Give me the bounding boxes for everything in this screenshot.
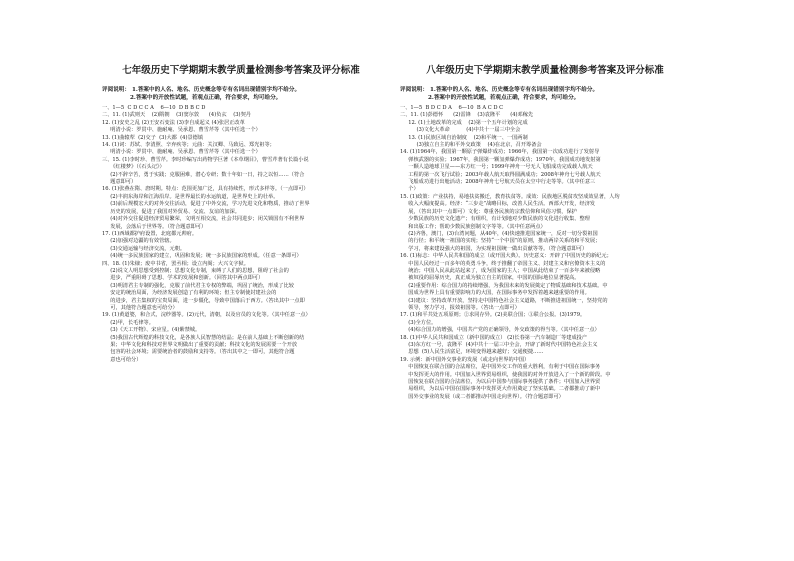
notes-label: 评阅说明： [400,87,428,93]
answer-line: 和出版工作；帮助少数民族创制文字等等。（其中任意两点） [400,223,546,230]
answer-line: 二、11. (1)武则天 (2)隋朝 (3)窦尔敦 (4)负玄 (3)契丹 [102,112,251,119]
answer-line: 历史的发展，促进了我国对外贸易、交流、友谊的加深。 [102,208,240,215]
answer-line: (3)建议：坚持改革开放，坚持走中国特色社会主义道路，不断推进祖国统一，坚持党的 [400,297,608,304]
grade8-title: 八年级历史下学期期末教学质量检测参考答案及评分标准 [426,65,664,76]
answer-line: (3)全方位。 [400,319,437,326]
answer-line: 少数民族的历史文化遗产；有组织，有计划地对少数民族的文化进行收集、整理 [400,216,590,223]
answer-line: 收入大幅度提高。经济：“三步走”战略目标，改善人民生活。西部大开发，经济发 [400,201,596,208]
answer-line: (2)重要作用：综合国力的持续增强，为我国未来的发展奠定了物质基础和技术基础。中 [400,282,608,289]
answer-line: 弹核武器的实验；1967年，我国第一颗氢弹爆炸成功；1970年，我国成功地发射第 [400,156,601,163]
answer-line: 国恢复在联合国的合法席位，为以后中国参与国际事务提供了条件；中国加入世界贸 [400,379,601,386]
answer-line: (3)前后规模宏大的对外交往活动，促进了中外交流，学习先进文化和物质，推动了世界 [102,201,310,208]
answer-line: (2)说文人明思想受到控制；思想文化专制，束缚了人们的思想，阻碍了社会的 [102,267,289,274]
note-1: 1.答案中的人名、地名、历史概念等专有名词出现错别字均不给分。 [429,87,599,93]
answer-line: 易组织，为以后中国在国际事务中发挥更大作用奠定了坚实基础。二者都推动了新中 [400,386,601,393]
grade7-answers [102,105,374,364]
answer-line: 包容的社会环境；需要统治者的鼓励和支持等。（答出其中之一即可，其他符合题 [102,349,295,356]
grade7-review-notes [102,86,374,102]
answer-line: 工程的第一次飞行试验；2003年载人航天取得圆满成功；2008年神舟七号载人航天 [400,171,601,178]
note-2: 2.答案中的开放性试题，若观点正确，符合要求，均可给分。 [130,95,282,101]
answer-line: 的行径；和平统一祖国的实现；坚持“一个中国”的原则，推动两岸关系的和平发展； [400,238,601,245]
answer-line: 中国人民经过一百多年的英勇斗争，终于推翻了帝国主义、封建主义和官僚资本主义的 [400,260,606,267]
answer-line: 一、1—5 B D C D A 6—10 B A C D C [400,105,504,111]
answer-line: 15. (1)政策：产业扶持，易地扶贫搬迁，教育扶贫等。成效：民族地区脱贫攻坚成效显著，人均 [400,193,620,200]
grade8-answers [400,105,690,401]
answer-line: 思想 (5)人民生活富足，环境变得越来越好；交通便捷…… [400,349,544,356]
answer-line: 16. (1)标志：中华人民共和国的成立（或开国大典）。历史意义：开辟了中国历史的新纪元； [400,253,612,260]
answer-line: 发展，会落后于世界等。（符合题意即可） [102,223,207,230]
answer-line: 展，（答出其中一点即可）文化：尊重各民族的宗教信仰和风俗习惯，保护 [400,208,577,215]
answer-line: 12. (1)土地改革的完成 (2)第一个五年计划的完成 [400,119,528,126]
answer-line: 明清小说：罗贯中、施耐庵、吴承恩、曹雪芹等（其中任选一个） [102,127,261,134]
grade8-answer-column [400,0,690,401]
notes-label: 评阅说明： [102,87,130,93]
answer-line: 17. (1)西域都护府设置，北庭都元帅府。 [102,230,198,237]
answer-line: (2)甲，长毛律等。 [102,319,154,326]
answer-line: 16. (1)张燕在隋、唐时期。特点：范围更加广泛，具有持续性，形式多样等。（一点即可） [102,186,309,193]
answer-line: 一颗人造地球卫星——东方红一号；1999年神舟一号无人飞船成功完成载人航天 [400,164,593,171]
answer-line: (3)东方红一号，袁隆平 (4)中共十一届三中全会，开辟了新时代中国特色社会主义 [400,342,598,348]
answer-line: 一、1—5 C D C C A 6—10 D B B C D [102,105,206,111]
answer-line: 19. 示例：新中国外交事业的发展（或走向世界的中国） [400,356,530,363]
answer-line: 三、15. (1)李时珍、曹雪芹。李时珍编写出药物学巨著《本草纲目》，曹雪芹著有长篇小说 [102,156,309,163]
answer-line: 18. (1)中华人民共和国成立（新中国的成立） (2)长春第一汽车制造厂等建成投产 [400,334,588,341]
answer-line: 可，其他符合题意也可给分） [102,304,178,311]
answer-line: 意也可给分） [102,356,142,363]
answer-line: 果；中华文化和科技对世界文明做出了重要的贡献；科技文化的发展需要一个开放 [102,342,298,348]
answer-line: 个） [400,186,419,193]
answer-line: 14. (1)词：苏轼、李清照、辛弃疾等；元曲：关汉卿、马致远、郑光祖等； [102,142,275,149]
answer-line: 13. (1)曲辕犁 (2)交子 (3)大都 (4)景德镇 [102,134,204,141]
answer-line: 中国恢复在联合国的合法席位，是中国外交工作的重大胜利，有利于中国在国际事务 [400,364,601,371]
note-1: 1.答案中的人名、地名、历史概念等专有名词出现错别字均不给分。 [131,87,301,93]
answer-line: (3)《天工开物》、宋应星。(4)紫禁城。 [102,327,201,334]
answer-line: (3)明清君主专制的强化，克服了前代君主专权的弊端，巩固了统治，形成了比较 [102,282,294,289]
answer-line: (2)加强对边疆的有效管辖。 [102,238,175,245]
answer-line: (2)齐鲁，澳门，(3)台湾问题，从40年，(4)快速推进国家统一，反对一切分裂祖国 [400,230,598,237]
answer-line: (3)交通运输与经济交流，元朝。 [102,245,186,252]
grade8-review-notes [400,86,690,102]
answer-line: (4)综合国力的增强，中国共产党的正确领导，外交政策的得当等。（其中任意一点） [400,327,600,334]
answer-line: 明清小说：罗贯中、施耐庵、吴承恩、曹雪芹等（其中任选一个） [102,149,261,156]
answer-line: 中发挥更大的作用。中国加入世界贸易组织，使我国的对外开放进入了一个新的阶段。中 [400,371,611,378]
answer-line: 17. (1)和平共处五项原则；②求同存异。(2)美联合国；③联合公报。(3)1979。 [400,312,586,319]
answer-line: 安定的统治局面，为经济发展创造了有利的环境；但主专制使封建社会的 [102,290,277,297]
note-2: 2.答案中的开放性试题，若观点正确，符合要求，均可给分。 [428,95,580,101]
answer-line: 的进步，君主集权的宝贵局面，进一步僵化，导致中国落后于西方。（答出其中一点即 [102,297,305,304]
answer-line: 14. (1)1964年，我国第一颗原子弹爆炸成功；1966年，我国第一次成功进行了发射导 [400,149,600,156]
answer-line: 国成为世界上具有重要影响力的大国，在国际事务中发挥着越来越重要的作用。 [400,290,590,297]
answer-line: 被奴役的屈辱历史，真正成为独立自主的国家，中国的国际地位显著提高。 [400,275,580,282]
answer-line: 题意即可） [102,179,137,186]
answer-line: (4)对外交往促进经济贸易繁荣，文明互相交流，社会共同进步；闭关锁国有不利世界 [102,216,305,223]
answer-line: (3)文化大革命 (4)中共十一届三中全会 [400,127,521,134]
grade7-answer-column [102,0,374,364]
answer-line: 13. (1)民族区域自治制度 (2)和平统一、一国两制 [400,134,528,141]
answer-line: 19. (1)黄道婆，和合式，浣纱器等。(2)元代，清朝，以及官员的文化等。（其中任意一点） [102,312,311,319]
answer-line: 学习，将来建设强大的祖国，为实现祖国统一做出贡献等等。（符合题意即可） [400,245,588,252]
answer-line: 飞船成功进行出舱活动；2008年神舟七号航天员在太空中行走等等。（其中任意三 [400,179,596,186]
answer-line: 四、18. (1)朱棣；废中书省，罢丞相；设立内阁；大兴文字狱。 [102,260,249,267]
grade7-title: 七年级历史下学期期末教学质量检测参考答案及评分标准 [122,65,360,76]
answer-line: 进步，严重阻碍了思想、学术的发展和创新。（回答其中两点即可） [102,275,264,282]
answer-line: 国外交事业的发展（或二者都推动中国走向世界）。（符合题意即可） [400,393,564,400]
answer-line: 12. (1)安史之乱 (2)王安石变法 (3)李自成起义 (4)张居正改革 [102,119,245,126]
answer-line: 统治；中国人民从此站起来了，成为国家的主人；中国从此结束了一百多年来被侵略 [400,267,601,274]
answer-line: (5)我国古代辉煌的科技文化，是各族人民智慧的结晶；是在前人基础上不断创新的结 [102,334,305,341]
answer-line: 《红楼梦》（《石头记》） [102,164,165,171]
answer-line: 二、11. (1)彭德怀 (2)雷锋 (3)袁隆平 (4)邓稼先 [400,112,534,119]
answer-line: 领导，努力学习，报效祖国等。（答出一点即可） [400,304,520,311]
answer-line: (2)不辞辛苦，勇于实践；克服困难，潜心专研；数十年如一日，持之以恒……（符合 [102,171,305,178]
answer-line: (3)独立自主的和平外交政策 (4)在北京，召开筹备会 [400,142,542,149]
answer-line: (4)统一多民族国家的建立，巩固和发展；统一多民族国家的形成。（任意一条即可） [102,253,302,260]
answer-line: (2)丰润东海岸和江海沿岸。是世界最长的水运航道，是世界史上的壮举。 [102,193,279,200]
